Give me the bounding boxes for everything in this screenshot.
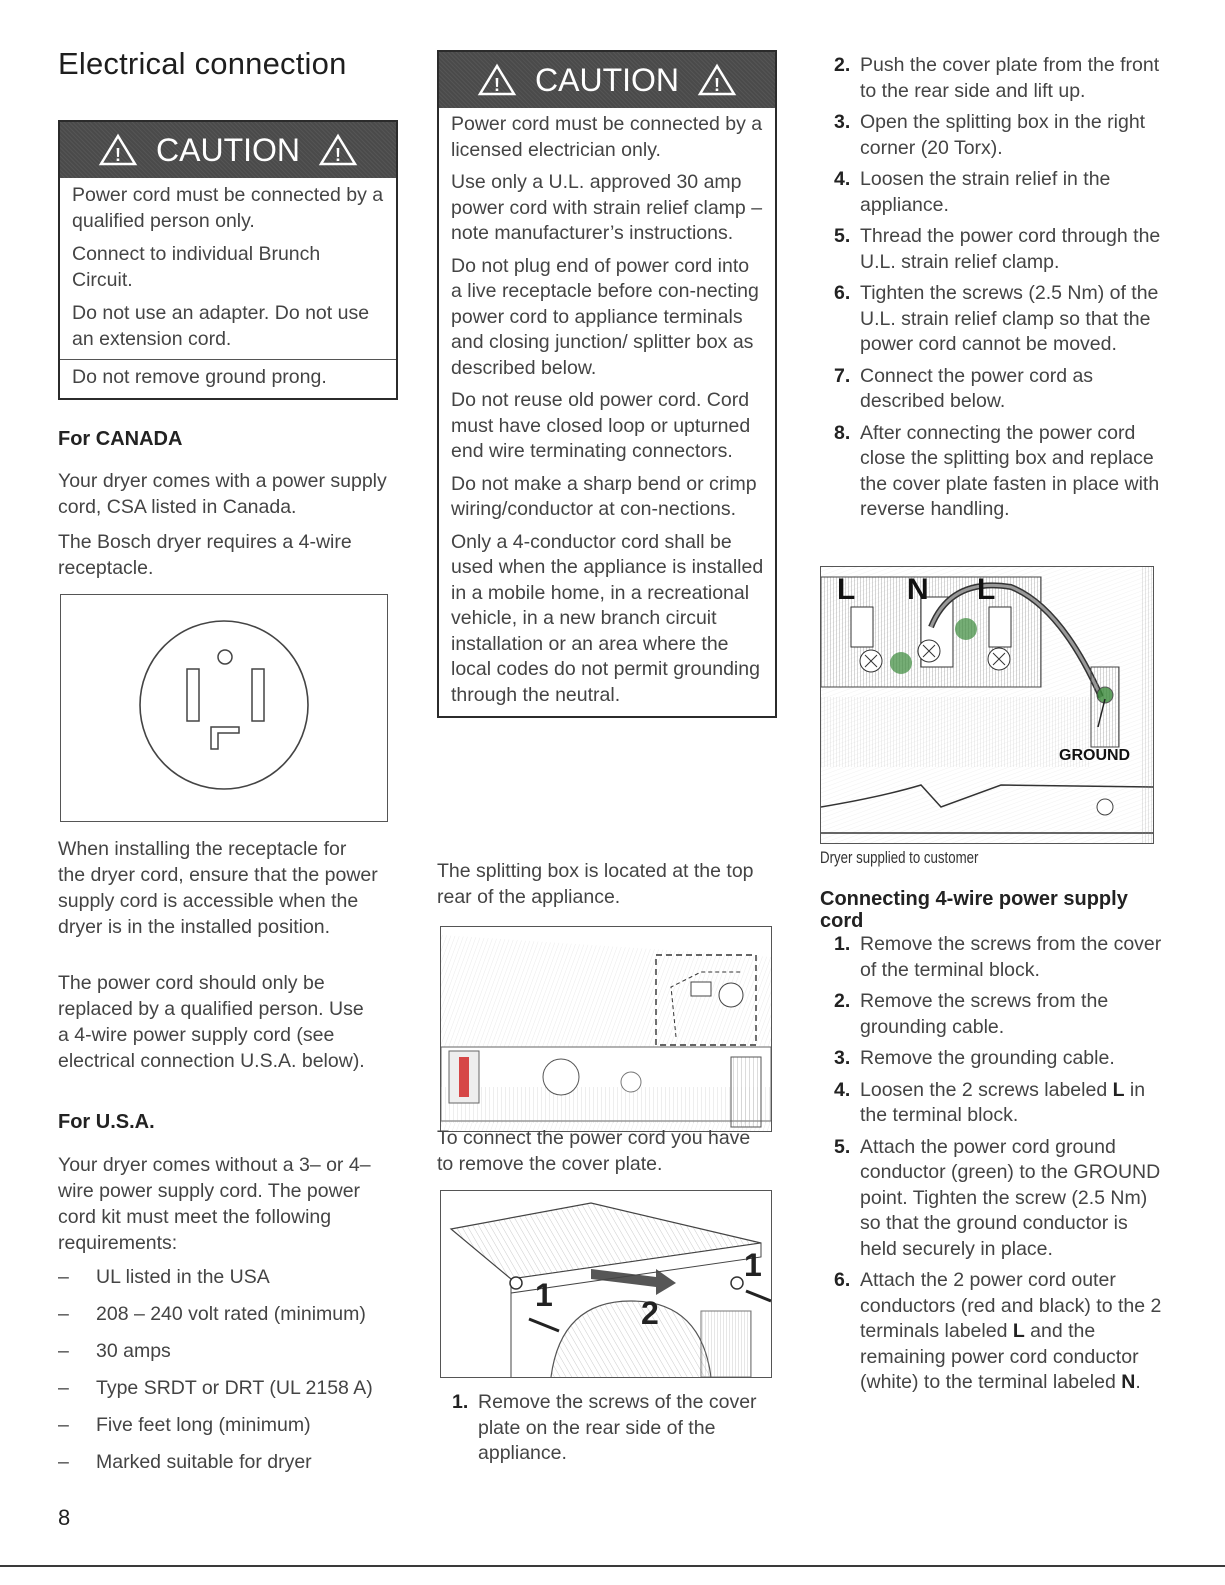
- caution-line: Do not make a sharp bend or crimp wiring/conductor at con-nections.: [451, 472, 757, 520]
- step-number: 1.: [452, 1391, 469, 1413]
- list-item: [822, 110, 1162, 161]
- splitting-box-figure: [440, 926, 772, 1132]
- canada-paragraph-2: The Bosch dryer requires a 4-wire receptacle.: [58, 531, 352, 579]
- step-number: 1.: [834, 933, 851, 955]
- requirements-list: [58, 1266, 398, 1488]
- terminal-block-illustration: [821, 567, 1153, 843]
- list-item: [440, 1390, 770, 1467]
- step-number: 4.: [834, 1078, 851, 1101]
- page-number: 8: [58, 1505, 71, 1530]
- svg-text:!: !: [335, 145, 341, 165]
- terminal-label-n: N: [907, 573, 929, 606]
- figure-label: 1: [744, 1247, 762, 1283]
- bottom-rule: [0, 1565, 1225, 1567]
- caution-line: Do not use an adapter. Do not use an extension cord.: [72, 302, 370, 350]
- list-item: [822, 1046, 1162, 1072]
- step-number: 8.: [834, 421, 851, 444]
- warning-icon: [318, 133, 358, 167]
- step-bold: L: [1112, 1078, 1125, 1101]
- step-text: in the terminal block.: [860, 1078, 1146, 1126]
- svg-text:!: !: [115, 145, 121, 165]
- ground-label: GROUND: [1059, 747, 1131, 764]
- receptacle-figure: [60, 594, 388, 822]
- step-number: 3.: [834, 111, 851, 133]
- step-number: 3.: [834, 1047, 851, 1069]
- list-item: – 30 amps: [58, 1340, 398, 1377]
- caution-label: CAUTION: [156, 131, 300, 168]
- usa-intro: Your dryer comes without a 3– or 4– wire power supply cord. The power cord kit must meet the following requirements:: [58, 1154, 371, 1254]
- list-item: [822, 167, 1162, 218]
- caution-label: CAUTION: [535, 61, 679, 98]
- caution-line: Power cord must be connected by a qualified person only.: [72, 184, 384, 232]
- step-text: Loosen the strain relief in the appliance.: [860, 168, 1111, 216]
- list-item: [822, 989, 1162, 1040]
- list-item: [822, 932, 1162, 983]
- step-number: 2.: [834, 54, 851, 76]
- caution-line: Power cord must be connected by a licensed electrician only.: [451, 113, 763, 161]
- usa-heading: For U.S.A.: [58, 1111, 155, 1133]
- step-number: 5.: [834, 1135, 851, 1158]
- warning-icon: [98, 133, 138, 167]
- step-text: Remove the screws from the cover of the terminal block.: [860, 933, 1162, 981]
- cover-plate-illustration: [441, 1191, 771, 1377]
- install-paragraph-2: The power cord should only be replaced by a qualified person. Use a 4-wire power supply cord (see electrical connection U.S.A. below).: [58, 972, 365, 1072]
- canada-paragraph-1: Your dryer comes with a power supply cord, CSA listed in Canada.: [58, 470, 387, 518]
- step-number: 2.: [834, 990, 851, 1012]
- caution-line: Only a 4-conductor cord shall be used when the appliance is installed in a mobile home, in a recreational vehicle, in a new branch circuit installation or an area where the local codes do not permit grounding through the neutral.: [451, 530, 764, 706]
- caution-line: Do not remove ground prong.: [60, 359, 396, 390]
- cover-plate-figure: [440, 1190, 772, 1378]
- step-text: Tighten the screws (2.5 Nm) of the U.L. strain relief clamp so that the power cord cannot be moved.: [860, 282, 1159, 355]
- caution-box-left: [58, 120, 398, 400]
- splitting-paragraph-2: To connect the power cord you have to remove the cover plate.: [437, 1127, 751, 1175]
- list-item: [822, 421, 1162, 523]
- list-item: [822, 1268, 1162, 1396]
- svg-text:!: !: [494, 75, 500, 95]
- svg-text:!: !: [714, 75, 720, 95]
- step-text: After connecting the power cord close the splitting box and replace the cover plate fasten in place with reverse handling.: [860, 421, 1160, 520]
- step-text: Connect the power cord as described below.: [860, 364, 1094, 412]
- step-text: Remove the grounding cable.: [860, 1047, 1115, 1069]
- four-wire-heading: Connecting 4-wire power supply cord: [820, 888, 1128, 932]
- terminal-label-l1: L: [837, 573, 856, 606]
- step-text: Remove the screws of the cover plate on the rear side of the appliance.: [478, 1391, 757, 1464]
- caution-line: Use only a U.L. approved 30 amp power cord with strain relief clamp – note manufacturer’s instructions.: [451, 171, 763, 244]
- step-number: 5.: [834, 225, 851, 247]
- terminal-label-l2: L: [977, 573, 996, 606]
- list-item: [822, 1078, 1162, 1129]
- install-paragraph-1: When installing the receptacle for the dryer cord, ensure that the power supply cord is accessible when the dryer is in the installed position.: [58, 838, 378, 938]
- list-item: – Marked suitable for dryer: [58, 1451, 398, 1488]
- caution-header: [439, 52, 775, 108]
- four-wire-steps: [822, 932, 1162, 1402]
- figure-label: 1: [535, 1277, 553, 1313]
- step-text: Attach the 2 power cord outer conductors (red and black) to the 2 terminals labeled: [860, 1269, 1162, 1342]
- list-item: [822, 224, 1162, 275]
- list-item: – Type SRDT or DRT (UL 2158 A): [58, 1377, 398, 1414]
- warning-icon: [697, 63, 737, 97]
- cover-steps-a: [440, 1390, 770, 1473]
- list-item: – Five feet long (minimum): [58, 1414, 398, 1451]
- step-text: Thread the power cord through the U.L. strain relief clamp.: [860, 225, 1161, 273]
- caution-line: Do not plug end of power cord into a live receptacle before con-necting power cord to appliance terminals and closing junction/ splitter box as described below.: [451, 254, 759, 379]
- list-item: [822, 281, 1162, 358]
- list-item: [822, 364, 1162, 415]
- caution-box-middle: [437, 50, 777, 718]
- list-item: [822, 53, 1162, 104]
- figure-label: 2: [641, 1295, 659, 1331]
- caution-line: Connect to individual Brunch Circuit.: [72, 243, 321, 291]
- receptacle-illustration: [61, 595, 387, 821]
- step-text: Loosen the 2 screws labeled: [860, 1078, 1113, 1101]
- warning-icon: [477, 63, 517, 97]
- step-number: 4.: [834, 168, 851, 190]
- step-bold: N: [1121, 1371, 1136, 1393]
- step-number: 6.: [834, 1269, 851, 1291]
- caution-header: [60, 122, 396, 178]
- step-bold: L: [1012, 1320, 1025, 1342]
- canada-heading: For CANADA: [58, 428, 183, 450]
- step-text: Remove the screws from the grounding cable.: [860, 990, 1109, 1038]
- dryer-top-illustration: [441, 927, 771, 1131]
- cover-steps-b: [822, 53, 1162, 529]
- terminal-block-figure: [820, 566, 1154, 844]
- list-item: – UL listed in the USA: [58, 1266, 398, 1303]
- figure-caption: Dryer supplied to customer: [820, 848, 979, 867]
- splitting-paragraph-1: The splitting box is located at the top rear of the appliance.: [437, 860, 754, 908]
- list-item: [822, 1135, 1162, 1263]
- step-number: 7.: [834, 364, 851, 387]
- page-title: Electrical connection: [58, 46, 347, 81]
- step-text: Attach the power cord ground conductor (green) to the GROUND point. Tighten the screw (2.5 Nm) so that the ground conductor is held securely in place.: [860, 1135, 1161, 1260]
- step-number: 6.: [834, 282, 851, 304]
- step-text: .: [1135, 1371, 1141, 1393]
- step-text: Push the cover plate from the front to the rear side and lift up.: [860, 54, 1160, 102]
- step-text: and the remaining power cord conductor (white) to the terminal labeled: [860, 1320, 1139, 1393]
- caution-line: Do not reuse old power cord. Cord must have closed loop or upturned end wire terminating connectors.: [451, 389, 751, 462]
- list-item: – 208 – 240 volt rated (minimum): [58, 1303, 398, 1340]
- step-text: Open the splitting box in the right corner (20 Torx).: [860, 111, 1146, 159]
